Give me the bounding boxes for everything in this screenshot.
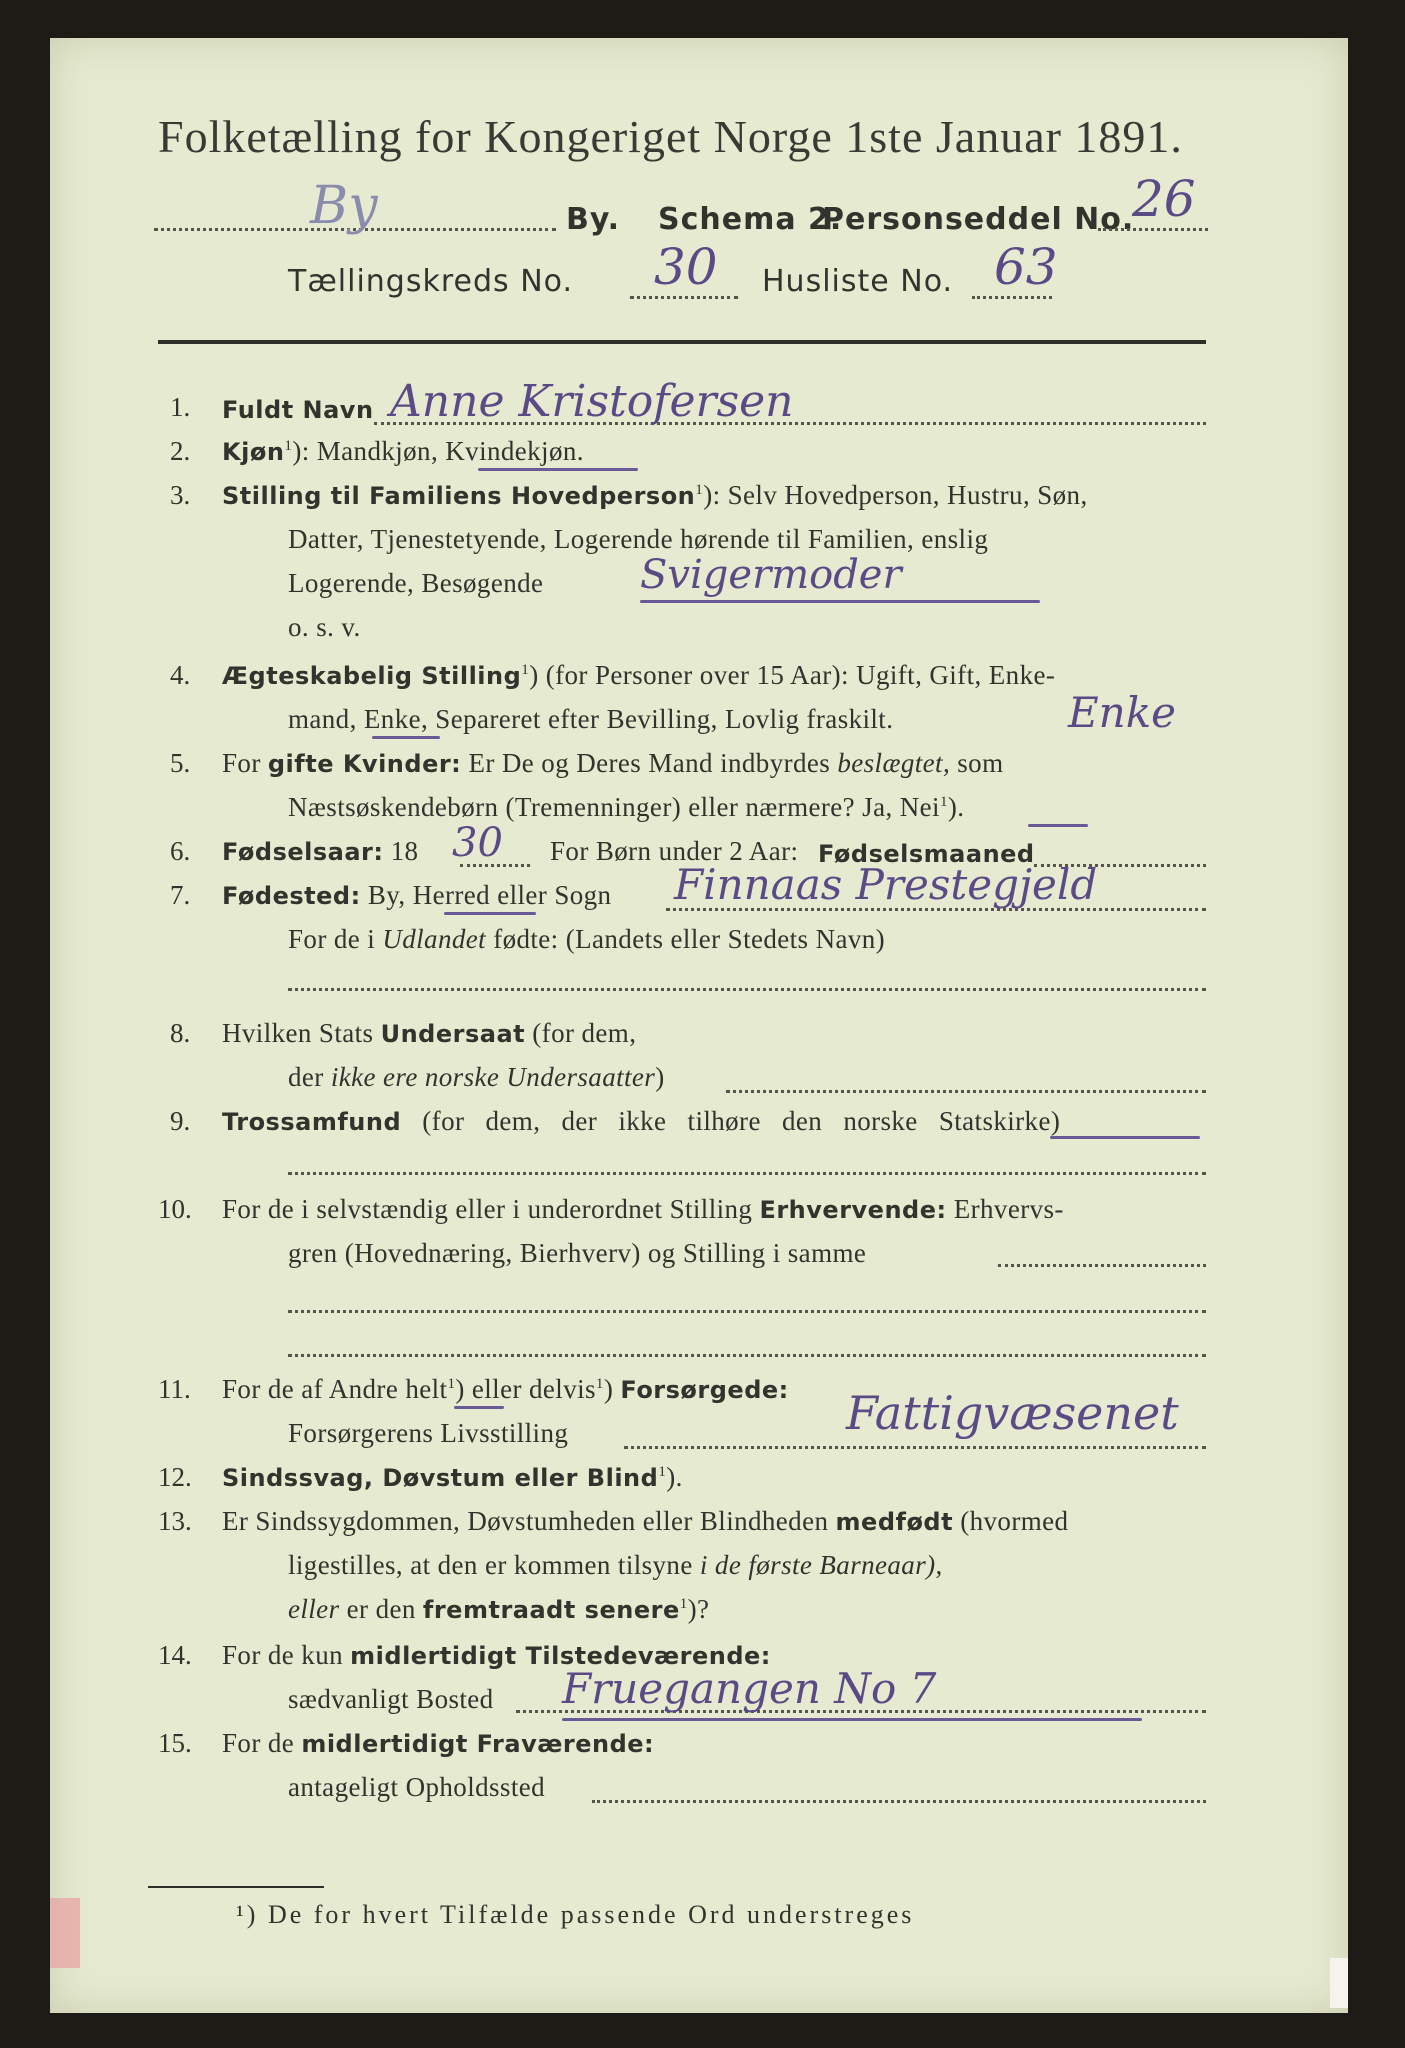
item-number: 14. bbox=[158, 1640, 192, 1670]
q3-text1: ): Selv Hovedperson, Hustru, Søn, bbox=[703, 480, 1088, 510]
q11-provider-value: Fattigvæsenet bbox=[846, 1386, 1179, 1440]
q13-italic: i de første Barneaar), bbox=[699, 1550, 943, 1580]
q7-text1b: eller Sogn bbox=[497, 880, 612, 910]
husliste-number: 63 bbox=[994, 238, 1058, 296]
q6-label: Fødselsaar: bbox=[222, 838, 384, 866]
item-number: 11. bbox=[158, 1374, 191, 1404]
q1-label: Fuldt Navn bbox=[222, 396, 374, 424]
personseddel-label: Personseddel No. bbox=[822, 202, 1135, 237]
husliste-label: Husliste No. bbox=[762, 264, 954, 299]
q4-text2a: mand, bbox=[288, 704, 357, 734]
footnote bbox=[236, 1900, 914, 1930]
q7-text2a: For de i bbox=[288, 924, 376, 954]
q13-b: (hvormed bbox=[960, 1506, 1069, 1536]
q13-a: Er Sindssygdommen, Døvstumheden eller Blindheden bbox=[222, 1506, 829, 1536]
q10-label: Erhvervende: bbox=[759, 1196, 947, 1224]
item-number: 2. bbox=[170, 436, 191, 466]
footnote-text: De for hvert Tilfælde passende Ord understreges bbox=[267, 1900, 915, 1929]
q13-label2: fremtraadt senere bbox=[422, 1596, 680, 1624]
q8-a: Hvilken Stats bbox=[222, 1018, 374, 1048]
by-label: By. bbox=[566, 202, 621, 237]
q8-c: der bbox=[288, 1062, 324, 1092]
q2-label: Kjøn bbox=[222, 438, 285, 466]
q10-blank-line-1 bbox=[288, 1310, 1206, 1313]
q2-line bbox=[222, 436, 584, 467]
q10-line1 bbox=[222, 1194, 1064, 1225]
q5-line2: Næstsøskendebørn (Tremenninger) eller nærmere? Ja, Nei$^1$). bbox=[288, 792, 965, 822]
q7-birthplace-value: Finnaas Prestegjeld bbox=[674, 860, 1098, 909]
q5-end: ). bbox=[947, 792, 965, 822]
q13-text3b: er den bbox=[346, 1594, 416, 1624]
q6-line bbox=[222, 836, 418, 867]
q7-italic: Udlandet bbox=[382, 924, 487, 954]
personseddel-dotted-line bbox=[1098, 228, 1208, 231]
q5-italic: beslægtet, bbox=[837, 748, 951, 778]
q4-value: Enke bbox=[1068, 688, 1177, 737]
q13-line1 bbox=[222, 1506, 1068, 1537]
q2-underline bbox=[478, 468, 638, 471]
item-number: 10. bbox=[158, 1194, 192, 1224]
q13-end: )? bbox=[687, 1594, 710, 1624]
kreds-label: Tællingskreds No. bbox=[288, 264, 573, 299]
q4-text2b: Separeret efter Bevilling, Lovlig fraskilt. bbox=[435, 704, 894, 734]
q11-label: Forsørgede: bbox=[620, 1376, 789, 1404]
q3-text4: o. s. v. bbox=[288, 612, 361, 642]
q15-text2: antageligt Opholdssted bbox=[288, 1772, 546, 1802]
q14-label: midlertidigt Tilstedeværende: bbox=[350, 1642, 771, 1670]
item-number: 5. bbox=[170, 748, 191, 778]
q4-line2 bbox=[288, 704, 893, 735]
q7-text2b: fødte: (Landets eller Stedets Navn) bbox=[493, 924, 886, 954]
header-rule bbox=[158, 340, 1206, 344]
q8-label: Undersaat bbox=[380, 1020, 526, 1048]
red-stain bbox=[50, 1898, 80, 1968]
q12-end: ). bbox=[666, 1462, 683, 1492]
q11-a: For de af Andre bbox=[222, 1374, 399, 1404]
q9-text: (for dem, der ikke tilhøre den norske bbox=[422, 1106, 918, 1136]
q3-value-underline bbox=[640, 600, 1040, 603]
q7-underline bbox=[444, 912, 536, 915]
q7-text1: By, bbox=[367, 880, 406, 910]
q13-label: medfødt bbox=[835, 1508, 954, 1536]
q7-option-herred: Herred bbox=[412, 880, 491, 910]
q2-text: ): Mandkjøn, bbox=[292, 436, 439, 466]
q8-dotted-line bbox=[726, 1090, 1206, 1093]
q5-underline bbox=[1028, 824, 1088, 827]
q4-line1: Ægteskabelig Stilling$^1$) (for Personer over 15 Aar): Ugift, Gift, Enke- bbox=[222, 660, 1056, 690]
q9-blank-line bbox=[288, 1172, 1206, 1175]
q10-text2: gren (Hovednæring, Bierhverv) og Stilling i samme bbox=[288, 1238, 867, 1268]
item-number: 13. bbox=[158, 1506, 192, 1536]
q2-option-kvindekjon: Kvindekjøn. bbox=[445, 436, 584, 466]
q5-text1: Er De og Deres Mand indbyrdes bbox=[468, 748, 831, 778]
q11-text2: Forsørgerens Livsstilling bbox=[288, 1418, 569, 1448]
item-number: 9. bbox=[170, 1106, 191, 1136]
q11-dotted-line bbox=[624, 1446, 1206, 1449]
by-handwritten: By bbox=[310, 176, 378, 236]
q13-line2 bbox=[288, 1550, 943, 1581]
q8-d: ) bbox=[655, 1062, 665, 1092]
q3-text3: Logerende, Besøgende bbox=[288, 568, 544, 598]
q13-line3: eller er den fremtraadt senere$^1$)? bbox=[288, 1594, 710, 1624]
q9-option-statskirke: Statskirke) bbox=[938, 1106, 1061, 1136]
q3-line1: Stilling til Familiens Hovedperson$^1$): Selv Hovedperson, Hustru, Søn, bbox=[222, 480, 1088, 510]
paper-edge-mark bbox=[1330, 1958, 1348, 2008]
q7-blank-line bbox=[288, 988, 1206, 991]
q6-prefix: 18 bbox=[390, 836, 419, 866]
q8-line2 bbox=[288, 1062, 665, 1093]
q15-label: midlertidigt Fraværende: bbox=[301, 1730, 655, 1758]
item-number: 1. bbox=[170, 392, 191, 422]
q7-line2 bbox=[288, 924, 885, 955]
q6-text: For Børn under 2 Aar: bbox=[550, 836, 799, 866]
q8-b: (for dem, bbox=[532, 1018, 637, 1048]
q11-underline bbox=[454, 1406, 504, 1409]
q14-a: For de kun bbox=[222, 1640, 343, 1670]
q15-a: For de bbox=[222, 1728, 295, 1758]
kreds-dotted-line bbox=[630, 296, 738, 299]
form-title: Folketælling for Kongeriget Norge 1ste Januar 1891. bbox=[158, 111, 1183, 162]
q15-line1 bbox=[222, 1728, 654, 1759]
footnote-rule bbox=[148, 1886, 324, 1888]
q9-underline bbox=[1050, 1136, 1200, 1139]
item-number: 3. bbox=[170, 480, 191, 510]
q8-line1 bbox=[222, 1018, 636, 1049]
husliste-dotted-line bbox=[972, 296, 1052, 299]
schema-label: Schema 2. bbox=[658, 202, 843, 237]
q10-blank-line-2 bbox=[288, 1354, 1206, 1357]
q10-dotted-line bbox=[998, 1264, 1206, 1267]
q5-text1b: som bbox=[957, 748, 1004, 778]
item-number: 8. bbox=[170, 1018, 191, 1048]
q3-label: Stilling til Familiens Hovedperson bbox=[222, 482, 696, 510]
q11-line1: For de af Andre helt$^1$) eller delvis$^1$) Forsørgede: bbox=[222, 1374, 789, 1404]
q4-text1: ) (for Personer over 15 Aar): Ugift, Gift, Enke- bbox=[529, 660, 1056, 690]
q4-option-enke: Enke, bbox=[363, 704, 429, 734]
q5-a: For bbox=[222, 748, 261, 778]
q6-label2: Fødselsmaaned bbox=[818, 840, 1035, 868]
q14-text2: sædvanligt Bosted bbox=[288, 1684, 494, 1714]
personseddel-number: 26 bbox=[1132, 170, 1196, 228]
q9-label: Trossamfund bbox=[222, 1108, 402, 1136]
q9-line bbox=[222, 1106, 1060, 1137]
q15-dotted-line bbox=[592, 1800, 1206, 1803]
q14-residence-value: Fruegangen No 7 bbox=[562, 1664, 937, 1713]
q7-label: Fødested: bbox=[222, 882, 361, 910]
q5-label: gifte Kvinder: bbox=[267, 750, 462, 778]
footnote-mark: 1 bbox=[284, 438, 293, 454]
q1-name-value: Anne Kristofersen bbox=[390, 376, 794, 427]
q12-label: Sindssvag, Døvstum eller Blind bbox=[222, 1464, 659, 1492]
q11-b: ) eller delvis bbox=[455, 1374, 596, 1404]
q5-option-nei: Nei bbox=[899, 792, 940, 822]
kreds-number: 30 bbox=[654, 238, 718, 296]
item-number: 6. bbox=[170, 836, 191, 866]
q4-underline bbox=[372, 736, 440, 739]
q11-c: ) bbox=[603, 1374, 614, 1404]
q11-option-helt: helt bbox=[405, 1374, 448, 1404]
item-number: 15. bbox=[158, 1728, 192, 1758]
census-form-paper bbox=[50, 38, 1348, 2013]
q6-year-value: 30 bbox=[452, 820, 503, 866]
q13-text3a: eller bbox=[288, 1594, 340, 1624]
q7-line1 bbox=[222, 880, 611, 911]
item-number: 7. bbox=[170, 880, 191, 910]
q4-label: Ægteskabelig Stilling bbox=[222, 662, 522, 690]
item-number: 12. bbox=[158, 1462, 192, 1492]
q12-line: Sindssvag, Døvstum eller Blind$^1$). bbox=[222, 1462, 683, 1492]
footnote-marker: ¹) bbox=[236, 1900, 259, 1929]
q5-text2: Næstsøskendebørn (Tremenninger) eller nærmere? Ja, bbox=[288, 792, 893, 822]
q3-text2: Datter, Tjenestetyende, Logerende hørende til Familien, enslig bbox=[288, 524, 989, 554]
q3-value: Svigermoder bbox=[640, 552, 902, 598]
q13-text2a: ligestilles, at den er kommen tilsyne bbox=[288, 1550, 693, 1580]
item-number: 4. bbox=[170, 660, 191, 690]
q8-italic: ikke ere norske Undersaatter bbox=[330, 1062, 656, 1092]
q14-value-underline bbox=[562, 1718, 1142, 1721]
q10-b: Erhvervs- bbox=[953, 1194, 1064, 1224]
q5-line1 bbox=[222, 748, 1003, 779]
q10-a: For de i selvstændig eller i underordnet Stilling bbox=[222, 1194, 753, 1224]
